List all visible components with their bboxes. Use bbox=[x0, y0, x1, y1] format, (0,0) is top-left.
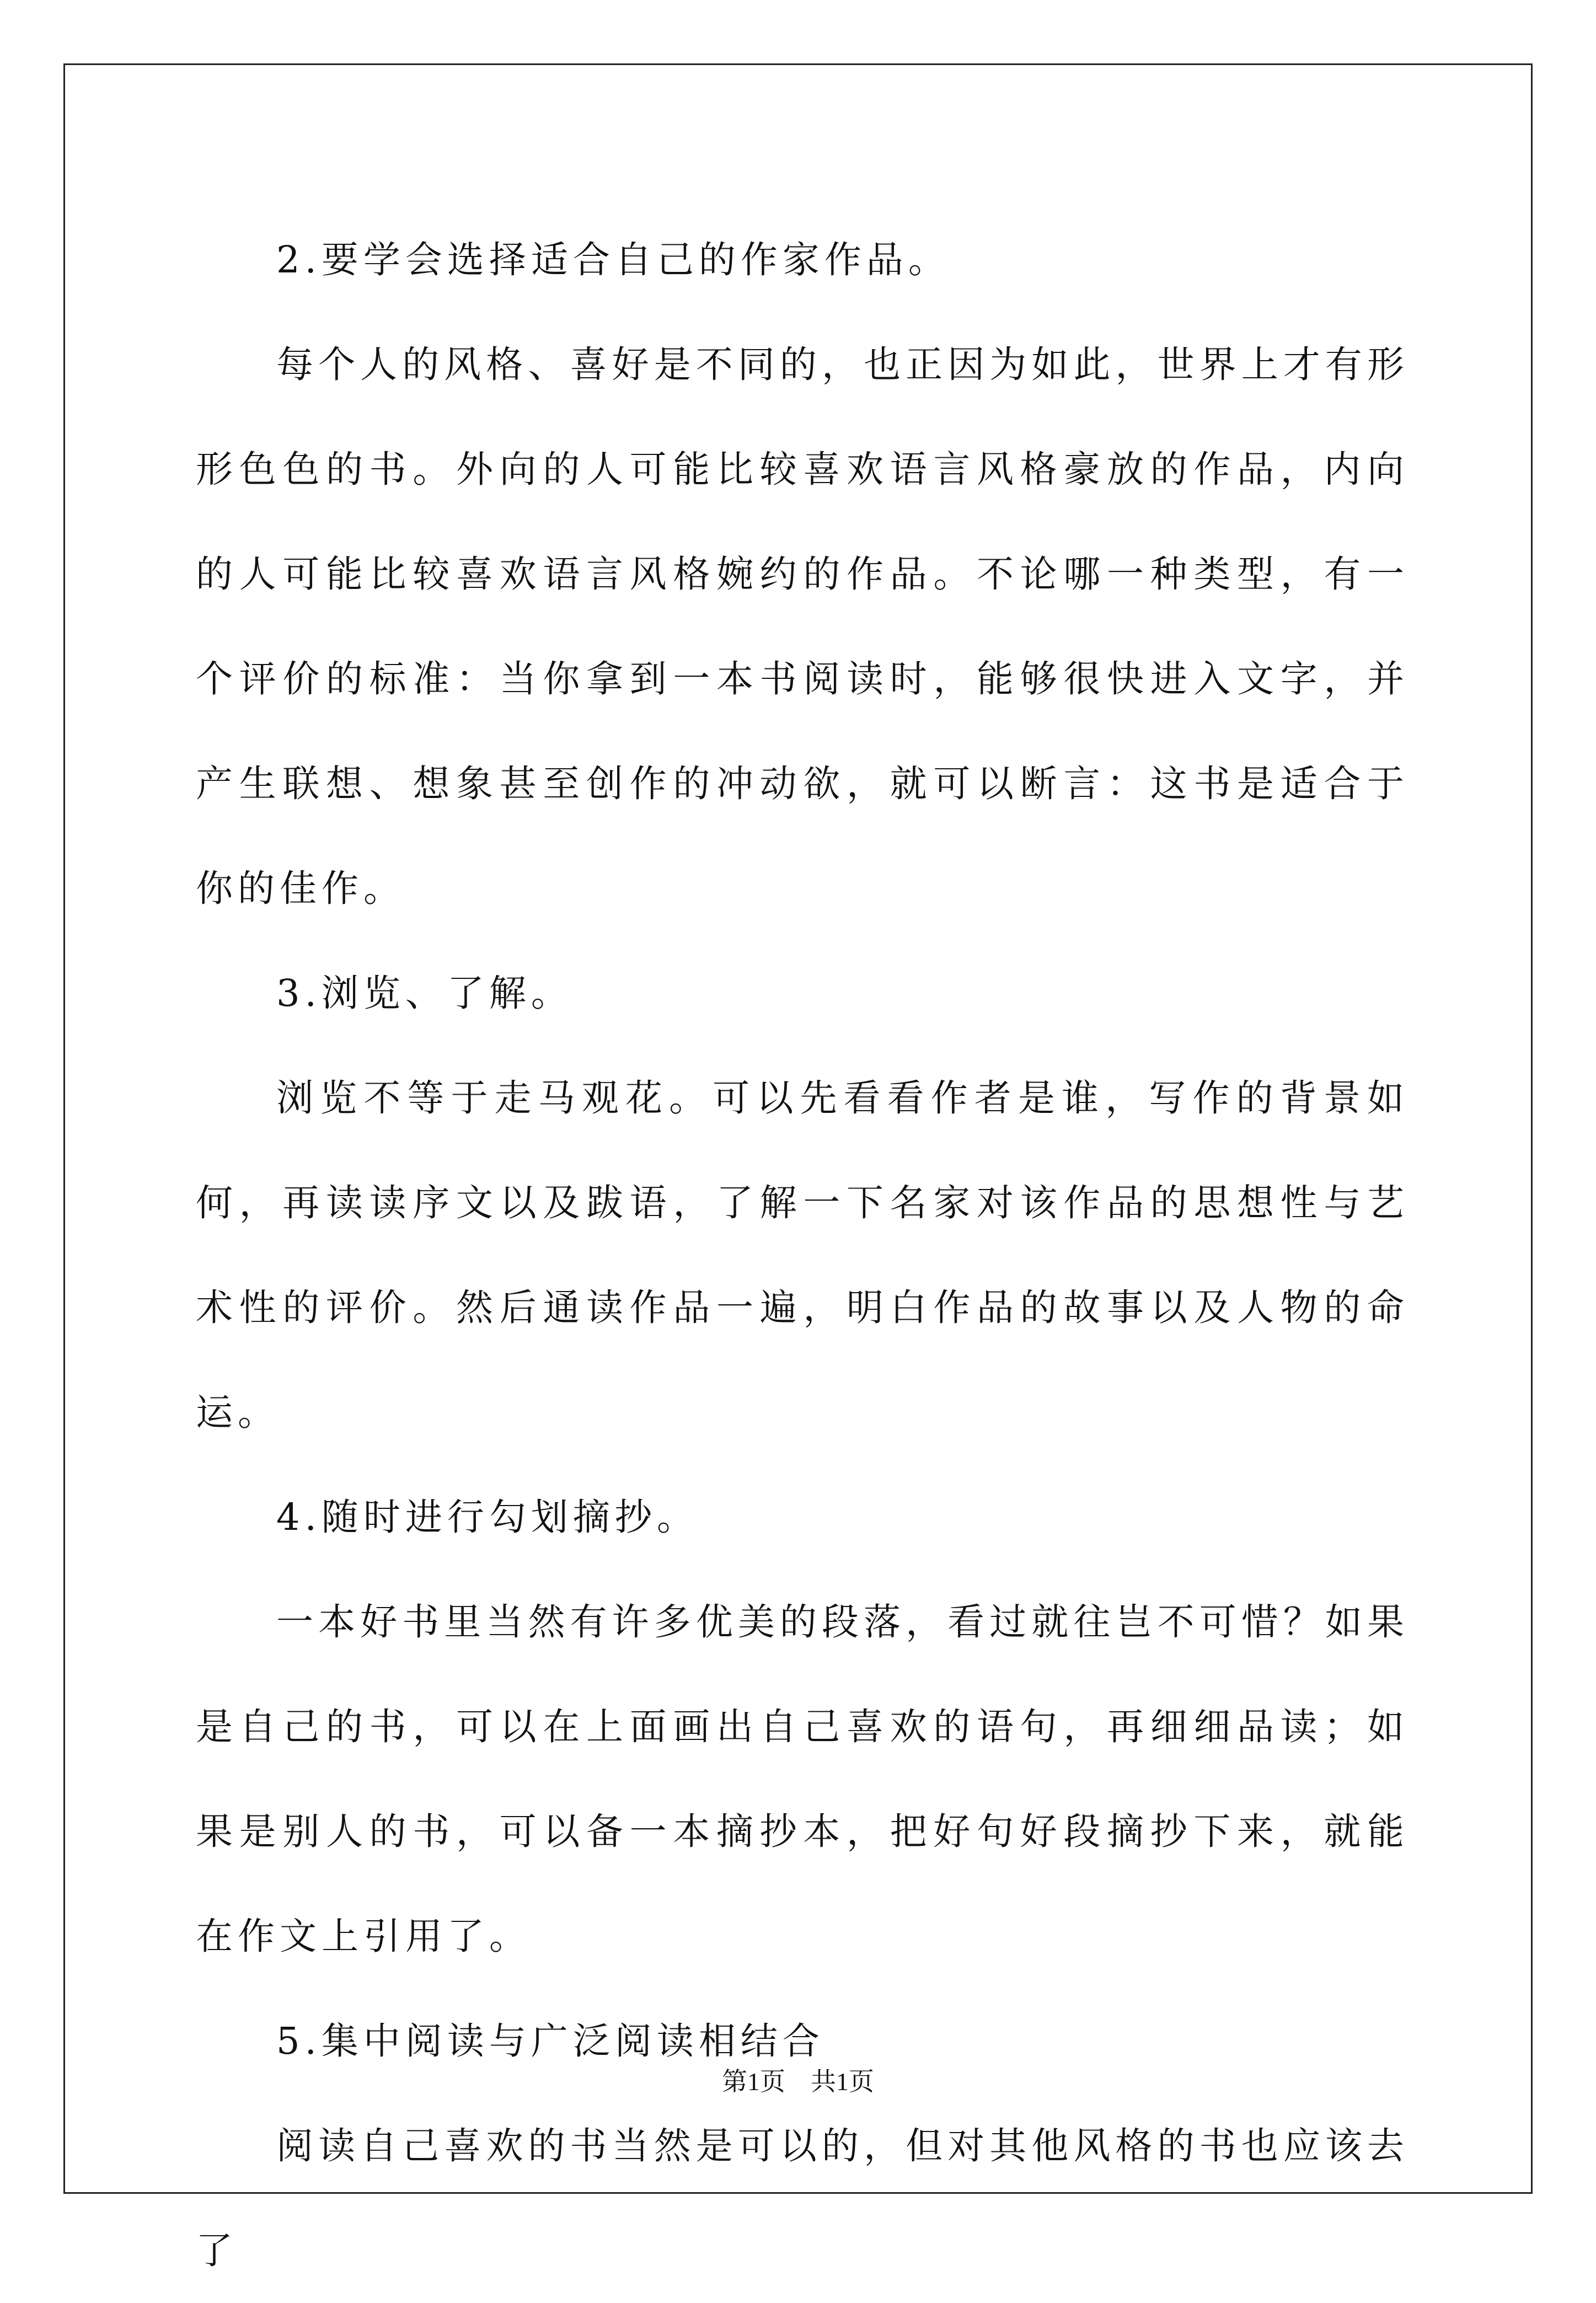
heading-item-4: 4.随时进行勾划摘抄。 bbox=[276, 1496, 699, 1539]
body-paragraph: 每个人的风格、喜好是不同的，也正因为如此，世界上才有形形色色的书。外向的人可能比较喜欢语言风格豪放的作品，内向的人可能比较喜欢语言风格婉约的作品。不论哪一种类型，有一个评价的标准：当你拿到一本书阅读时，能够很快进入文字，并产生联想、想象甚至创作的冲动欲，就可以断言：这书是适合于你的佳作。 bbox=[196, 343, 1409, 910]
heading-item-5: 5.集中阅读与广泛阅读相结合 bbox=[276, 2020, 824, 2063]
heading-item-2: 2.要学会选择适合自己的作家作品。 bbox=[276, 238, 950, 281]
page-number-footer: 第1页 共1页 bbox=[722, 2068, 874, 2096]
body-paragraph: 阅读自己喜欢的书当然是可以的，但对其他风格的书也应该去了 bbox=[196, 2124, 1409, 2272]
body-paragraph: 浏览不等于走马观花。可以先看看作者是谁，写作的背景如何，再读读序文以及跋语，了解一下名家对该作品的思想性与艺术性的评价。然后通读作品一遍，明白作品的故事以及人物的命运。 bbox=[196, 1076, 1409, 1434]
heading-item-3: 3.浏览、了解。 bbox=[276, 972, 573, 1015]
body-paragraph: 一本好书里当然有许多优美的段落，看过就往岂不可惜？如果是自己的书，可以在上面画出自己喜欢的语句，再细细品读；如果是别人的书，可以备一本摘抄本，把好句好段摘抄下来，就能在作文上引用了。 bbox=[196, 1600, 1409, 1958]
document-body bbox=[196, 207, 1409, 2303]
